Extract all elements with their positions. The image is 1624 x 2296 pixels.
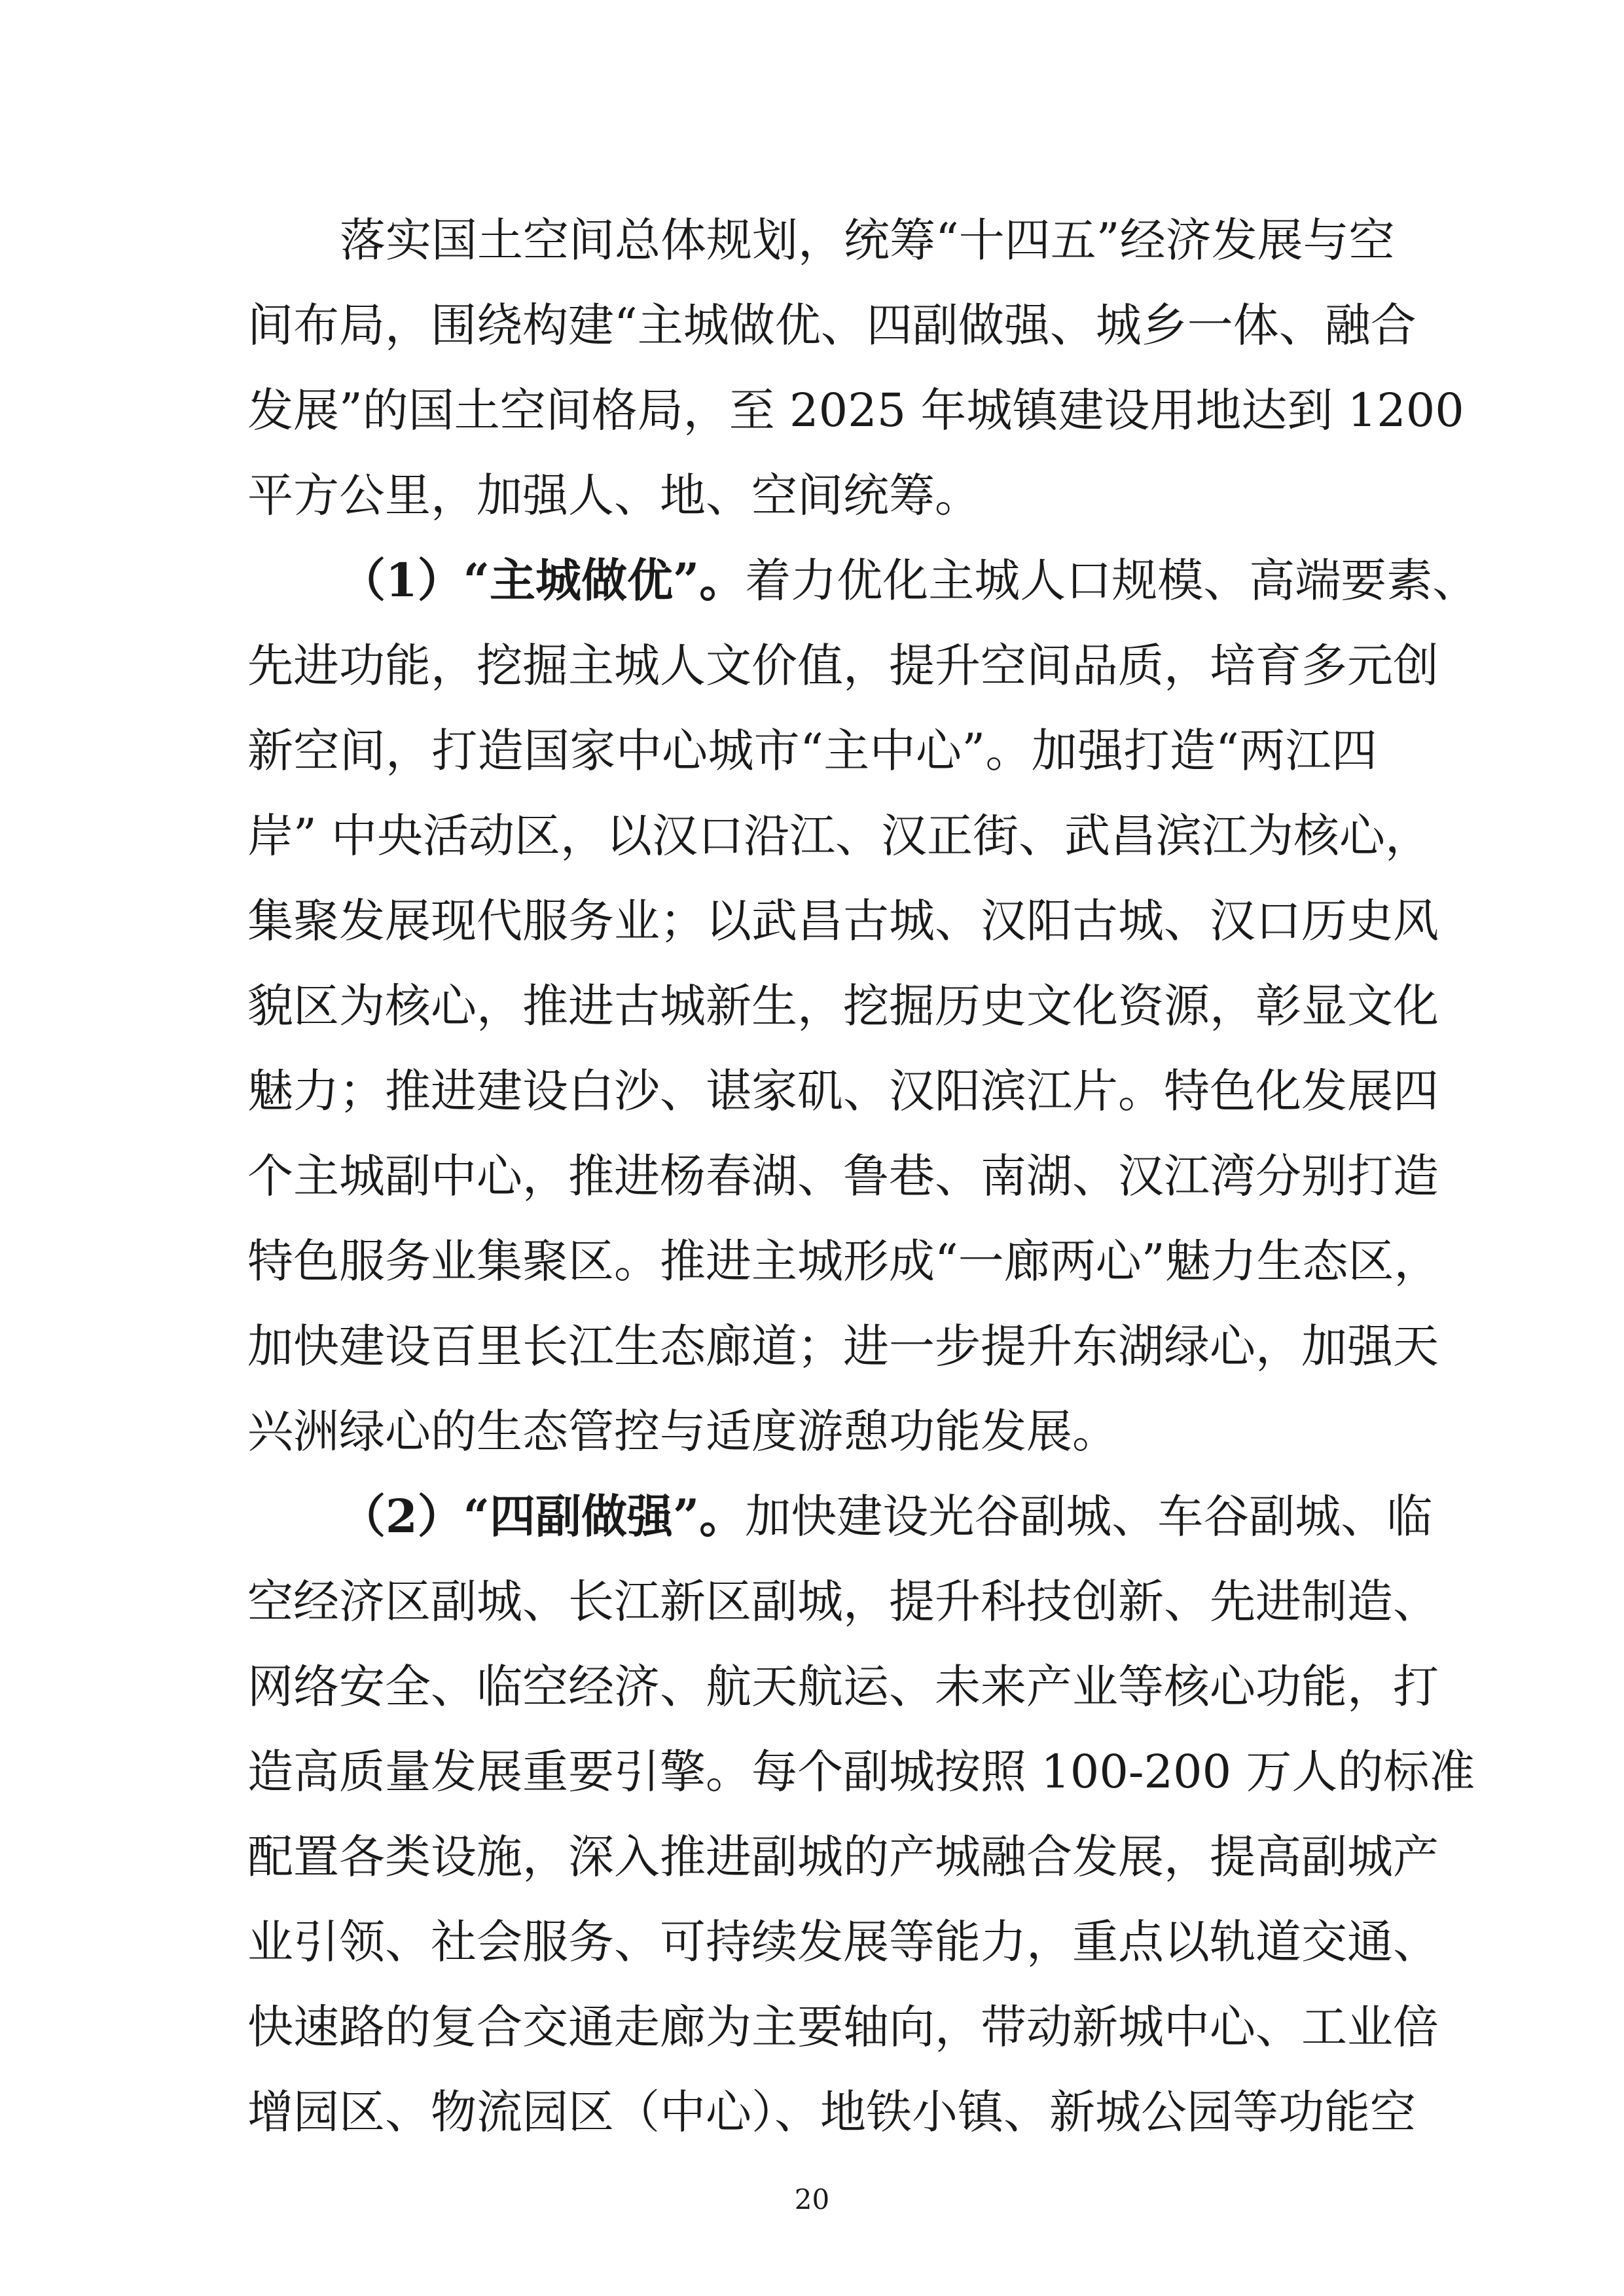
- main-city-line-1: 着力优化主城人口规模、高端要素、: [745, 554, 1479, 607]
- main-city-heading: （1）“主城做优”。: [340, 553, 746, 607]
- intro-line-4: 平方公里，加强人、地、空间统筹。: [247, 469, 981, 522]
- intro-line-3: 发展”的国土空间格局，至 2025 年城镇建设用地达到 1200: [247, 384, 1464, 437]
- main-city-line-6: 貌区为核心，推进古城新生，挖掘历史文化资源，彰显文化: [247, 979, 1439, 1033]
- sub-cities-first-line: [340, 1484, 1433, 1549]
- intro-line-1: 落实国土空间总体规划，统筹“十四五”经济发展与空: [340, 213, 1395, 267]
- sub-cities-line-1: 加快建设光谷副城、车谷副城、临: [745, 1490, 1433, 1543]
- sub-cities-line-5: 配置各类设施，深入推进副城的产城融合发展，提高副城产: [247, 1830, 1439, 1884]
- sub-cities-line-7: 快速路的复合交通走廊为主要轴向，带动新城中心、工业倍: [247, 2000, 1439, 2054]
- main-city-line-4: 岸” 中央活动区，以汉口沿江、汉正街、武昌滨江为核心，: [247, 809, 1432, 863]
- main-city-line-9: 特色服务业集聚区。推进主城形成“一廊两心”魅力生态区，: [247, 1234, 1440, 1288]
- main-city-line-8: 个主城副中心，推进杨春湖、鲁巷、南湖、汉江湾分别打造: [247, 1149, 1439, 1203]
- intro-line-2: 间布局，围绕构建“主城做优、四副做强、城乡一体、融合: [247, 298, 1416, 352]
- main-city-line-5: 集聚发展现代服务业；以武昌古城、汉阳古城、汉口历史风: [247, 894, 1439, 948]
- sub-cities-heading: （2）“四副做强”。: [340, 1489, 746, 1543]
- main-city-line-3: 新空间，打造国家中心城市“主中心”。加强打造“两江四: [247, 724, 1377, 778]
- sub-cities-line-6: 业引领、社会服务、可持续发展等能力，重点以轨道交通、: [247, 1915, 1439, 1969]
- sub-cities-line-4: 造高质量发展重要引擎。每个副城按照 100-200 万人的标准: [247, 1745, 1475, 1799]
- sub-cities-line-8: 增园区、物流园区（中心）、地铁小镇、新城公园等功能空: [247, 2085, 1416, 2139]
- sub-cities-line-3: 网络安全、临空经济、航天航运、未来产业等核心功能，打: [247, 1660, 1439, 1713]
- page-number: 20: [794, 2183, 830, 2215]
- main-city-first-line: [340, 548, 1479, 613]
- main-city-line-11: 兴洲绿心的生态管控与适度游憩功能发展。: [247, 1405, 1118, 1458]
- sub-cities-line-2: 空经济区副城、长江新区副城，提升科技创新、先进制造、: [247, 1575, 1439, 1628]
- main-city-line-7: 魅力；推进建设白沙、谌家矶、汉阳滨江片。特色化发展四: [247, 1064, 1439, 1118]
- main-city-line-10: 加快建设百里长江生态廊道；进一步提升东湖绿心，加强天: [247, 1319, 1439, 1373]
- main-city-line-2: 先进功能，挖掘主城人文价值，提升空间品质，培育多元创: [247, 639, 1439, 692]
